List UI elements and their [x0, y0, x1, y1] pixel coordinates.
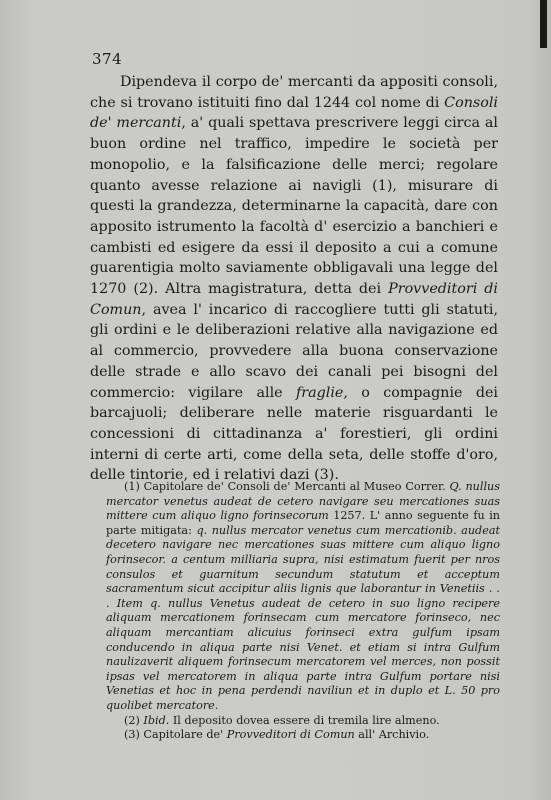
- footnote-2-c: Il deposito dovea essere di tremila lire almeno.: [169, 713, 440, 727]
- page-number: 374: [92, 50, 123, 68]
- footnote-2-a: (2): [124, 713, 144, 727]
- body-italic-fraglie: fraglie: [295, 384, 344, 401]
- footnote-3-c: all' Archivio.: [354, 728, 430, 742]
- body-text-part-3: , avea l' incarico di raccogliere tutti gli statuti, gli ordini e le deliberazioni relative alla navigazione ed al commercio, provvedere alla buona conservazione delle strade e allo scavo dei canali pei bisogni del commercio: vigilare alle: [90, 301, 498, 401]
- footnote-3: [106, 728, 500, 743]
- body-text-part-1: Dipendeva il corpo de' mercanti da appositi consoli, che si trovano istituiti fino dal 1244 col nome di: [90, 74, 498, 111]
- body-italic-consoli: Consoli de' mercanti: [90, 94, 498, 132]
- footnote-2-b: Ibid.: [143, 713, 170, 727]
- footnote-1-d: q. nullus mercator venetus cum mercationib. audeat decetero navigare nec mercationes suas mittere cum aliquo ligno forinsecor. a centum milliaria supra, nisi estimatum fuerit per nros consulos et guarnitum secundum statutum et acceptum sacramentum sicut accipitur aliis lignis que laborantur in Venetiis . . . Item q. nullus Venetus audeat de cetero in suo ligno recipere aliquam mercationem forinsecam cum mercatore forinseco, nec aliquam mercantiam alicuius forinseci extra gulfum ipsam conducendo in aliqua parte nisi Venet. et etiam si intra Gulfum naulizaverit aliquem forinsecum mercatorem vel merces, non possit ipsas vel mercatorem in aliqua parte intra Gulfum portare nisi Venetias et hoc in pena perdendi naviliun et in duplo et L. 50 pro quolibet mercatore.: [106, 523, 500, 712]
- footnote-3-a: (3) Capitolare de': [124, 728, 227, 742]
- footnote-1-a: (1) Capitolare de' Consoli de' Mercanti al Museo Correr.: [124, 480, 450, 493]
- footnote-1-c: 1257. L' anno seguente fu in parte mitigata:: [106, 509, 500, 537]
- main-paragraph: [90, 72, 498, 486]
- footnote-2: [106, 714, 500, 729]
- body-italic-provveditori: Provveditori di Comun: [90, 281, 498, 318]
- footnotes: [106, 480, 500, 743]
- body-text-part-2: , a' quali spettava prescrivere leggi circa al buon ordine nel traffico, impedire le società per monopolio, e la falsificazione delle merci; regolare quanto avesse relazione ai navigli (1), misurare di questi la grandezza, determinarne la capacità, dare con apposito istrumento la facoltà d' esercizio a banchieri e cambisti ed esigere da essi il deposito a cui a comune guarentigia molto saviamente obbligavali una legge del 1270 (2). Altra magistratura, detta dei: [90, 115, 498, 298]
- footnote-3-b: Provveditori di Comun: [226, 728, 355, 742]
- scan-edge-bar: [540, 0, 547, 48]
- body-text-part-4: , o compagnie dei barcajuoli; deliberare nelle materie risguardanti le concessioni di cittadinanza a' forestieri, gli ordini interni di certe arti, come della seta, delle stoffe d'oro, delle tintorie, ed i relativi dazi (3).: [90, 384, 499, 484]
- footnote-1-b: Q. nullus mercator venetus audeat de cetero navigare seu mercationes suas mittere cum aliquo ligno forinsecorum: [106, 480, 500, 523]
- footnote-1: [106, 480, 500, 714]
